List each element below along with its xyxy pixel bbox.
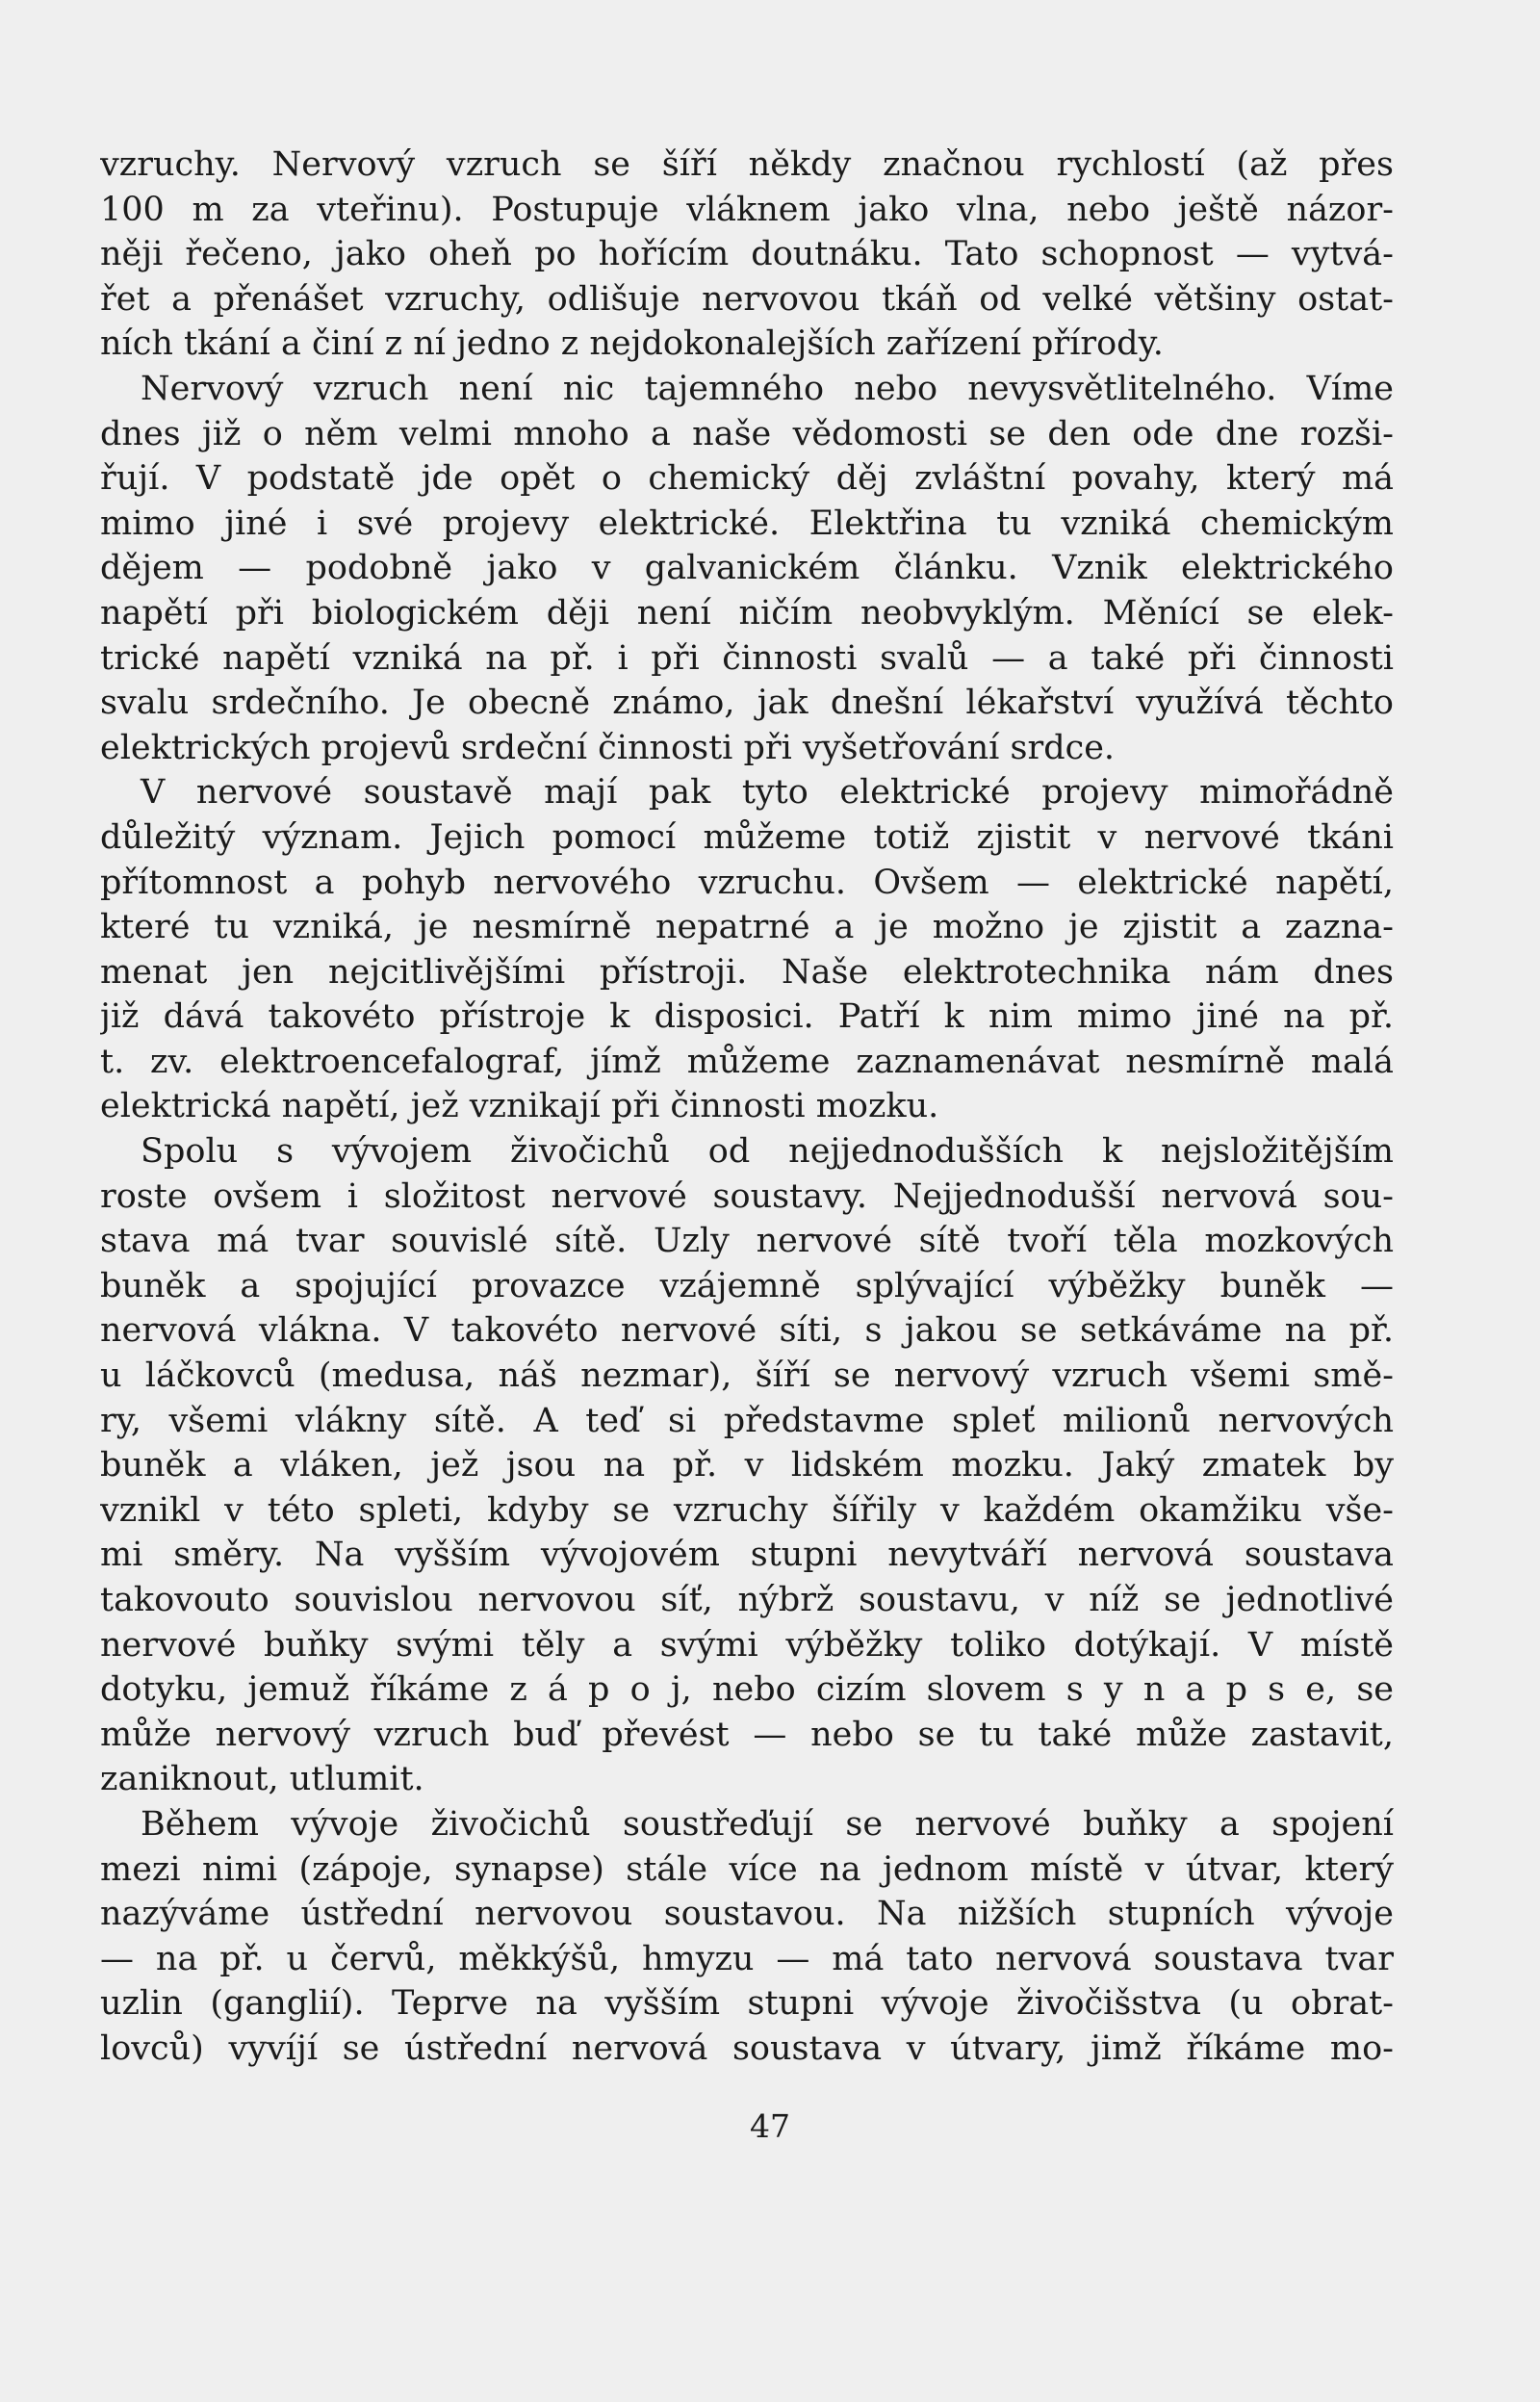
text-line: elektrická napětí, jež vznikají při činnosti mozku.	[100, 1087, 939, 1126]
text-line: menat jen nejcitlivějšími přístroji. Naše elektrotechnika nám dnes	[100, 952, 1394, 992]
text-line: vznikl v této spleti, kdyby se vzruchy šířily v každém okamžiku vše-	[100, 1490, 1394, 1530]
text-line: mezi nimi (zápoje, synapse) stále více na jednom místě v útvar, který	[100, 1849, 1394, 1889]
text-line: Nervový vzruch není nic tajemného nebo nevysvětlitelného. Víme	[141, 369, 1394, 408]
text-line: již dává takovéto přístroje k disposici. Patří k nim mimo jiné na př.	[100, 997, 1394, 1037]
text-line: — na př. u červů, měkkýšů, hmyzu — má tato nervová soustava tvar	[100, 1939, 1394, 1978]
text-line: přítomnost a pohyb nervového vzruchu. Ovšem — elektrické napětí,	[100, 863, 1394, 902]
text-line: uzlin (ganglií). Teprve na vyšším stupni vývoje živočišstva (u obrat-	[100, 1984, 1394, 2024]
text-line: napětí při biologickém ději není ničím neobvyklým. Měnící se elek-	[100, 593, 1394, 633]
text-line: mi směry. Na vyšším vývojovém stupni nevytváří nervová soustava	[100, 1536, 1394, 1575]
text-line: roste ovšem i složitost nervové soustavy. Nejjednodušší nervová sou-	[100, 1176, 1394, 1216]
text-line: nervové buňky svými těly a svými výběžky toliko dotýkají. V místě	[100, 1625, 1394, 1665]
text-line: Během vývoje živočichů soustřeďují se nervové buňky a spojení	[141, 1804, 1394, 1844]
text-line: zaniknout, utlumit.	[100, 1760, 424, 1799]
text-line: 100 m za vteřinu). Postupuje vláknem jako vlna, nebo ještě názor-	[100, 190, 1394, 229]
text-line: dotyku, jemuž říkáme z á p o j, nebo cizím slovem s y n a p s e, se	[100, 1670, 1394, 1710]
text-line: svalu srdečního. Je obecně známo, jak dnešní lékařství využívá těchto	[100, 684, 1394, 723]
text-line: které tu vzniká, je nesmírně nepatrné a je možno je zjistit a zazna-	[100, 908, 1394, 947]
text-line: něji řečeno, jako oheň po hořícím doutnáku. Tato schopnost — vytvá-	[100, 235, 1394, 274]
body-text	[100, 142, 1394, 2072]
text-line: u láčkovců (medusa, náš nezmar), šíří se nervový vzruch všemi smě-	[100, 1356, 1394, 1396]
text-line: řují. V podstatě jde opět o chemický děj zvláštní povahy, který má	[100, 459, 1394, 499]
text-line: t. zv. elektroencefalograf, jímž můžeme zaznamenávat nesmírně malá	[100, 1042, 1394, 1081]
text-line: Spolu s vývojem živočichů od nejjednodušších k nejsložitějším	[141, 1132, 1394, 1172]
text-line: takovouto souvislou nervovou síť, nýbrž soustavu, v níž se jednotlivé	[100, 1581, 1394, 1619]
page-number: 47	[750, 2107, 790, 2145]
text-line: V nervové soustavě mají pak tyto elektrické projevy mimořádně	[141, 773, 1394, 813]
text-line: lovců) vyvíjí se ústřední nervová soustava v útvary, jimž říkáme mo-	[100, 2028, 1394, 2068]
text-line: buněk a spojující provazce vzájemně splývající výběžky buněk —	[100, 1266, 1394, 1305]
text-line: buněk a vláken, jež jsou na př. v lidském mozku. Jaký zmatek by	[100, 1446, 1394, 1485]
text-line: mimo jiné i své projevy elektrické. Elektřina tu vzniká chemickým	[100, 504, 1394, 543]
text-line: vzruchy. Nervový vzruch se šíří někdy značnou rychlostí (až přes	[100, 145, 1394, 184]
text-line: nervová vlákna. V takovéto nervové síti, s jakou se setkáváme na př.	[100, 1311, 1394, 1351]
text-line: trické napětí vzniká na př. i při činnosti svalů — a také při činnosti	[100, 638, 1394, 678]
text-line: ry, všemi vlákny sítě. A teď si představme spleť milionů nervových	[100, 1401, 1394, 1440]
text-line: ních tkání a činí z ní jedno z nejdokonalejších zařízení přírody.	[100, 324, 1164, 364]
text-line: stava má tvar souvislé sítě. Uzly nervové sítě tvoří těla mozkových	[100, 1222, 1394, 1261]
text-line: může nervový vzruch buď převést — nebo se tu také může zastavit,	[100, 1715, 1394, 1754]
text-line: řet a přenášet vzruchy, odlišuje nervovou tkáň od velké většiny ostat-	[100, 279, 1394, 319]
text-line: dnes již o něm velmi mnoho a naše vědomosti se den ode dne rozši-	[100, 414, 1394, 453]
text-line: elektrických projevů srdeční činnosti při vyšetřování srdce.	[100, 728, 1116, 767]
text-line: důležitý význam. Jejich pomocí můžeme totiž zjistit v nervové tkáni	[100, 817, 1394, 857]
text-line: nazýváme ústřední nervovou soustavou. Na nižších stupních vývoje	[100, 1895, 1394, 1934]
text-line: dějem — podobně jako v galvanickém článku. Vznik elektrického	[100, 549, 1394, 588]
